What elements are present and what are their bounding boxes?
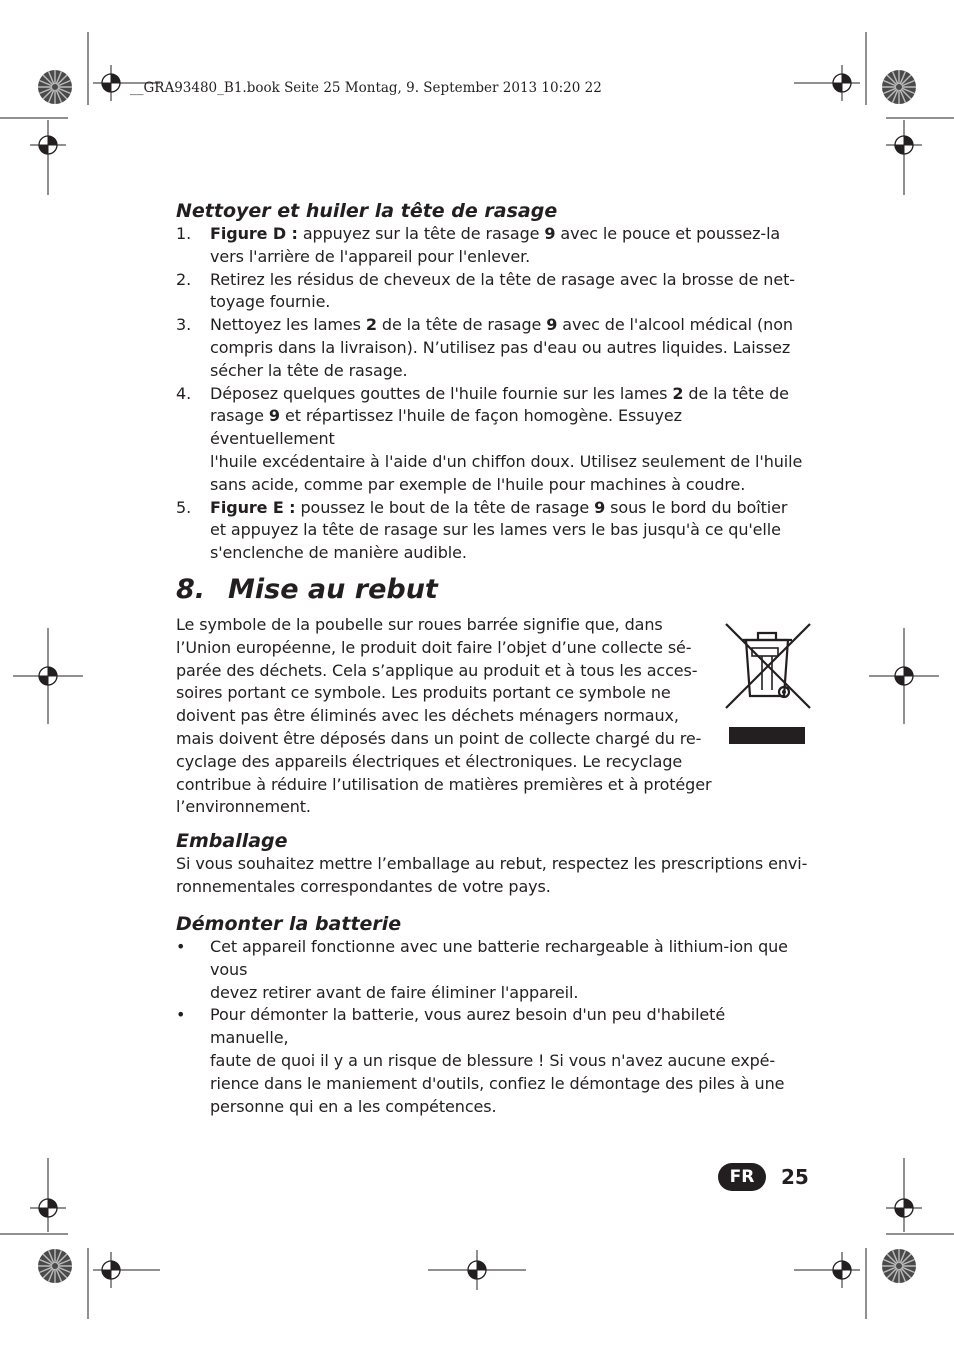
bullet-mark: • bbox=[176, 937, 186, 956]
page-number: 25 bbox=[781, 1165, 809, 1189]
step-number: 3. bbox=[176, 315, 192, 335]
step-line: et appuyez la tête de rasage sur les lames vers le bas jusqu'à ce qu'elle bbox=[210, 520, 781, 540]
bullet-item bbox=[176, 936, 808, 1004]
step-4 bbox=[176, 383, 808, 497]
page-footer bbox=[718, 1162, 809, 1192]
text-line: personne qui en a les compétences. bbox=[210, 1096, 497, 1116]
step-number: 5. bbox=[176, 497, 192, 517]
step-number: 4. bbox=[176, 383, 192, 403]
step-5 bbox=[176, 497, 808, 565]
disposal-heading bbox=[176, 574, 808, 606]
step-line: compris dans la livraison). N’utilisez pas d'eau ou autres liquides. Laissez bbox=[210, 337, 791, 357]
section-title: Mise au rebut bbox=[228, 574, 438, 605]
step-line: Déposez quelques gouttes de l'huile fournie sur les lames 2 de la tête de bbox=[210, 383, 789, 403]
step-line: sans acide, comme par exemple de l'huile pour machines à coudre. bbox=[210, 474, 746, 494]
step-2 bbox=[176, 269, 808, 315]
part-ref: 9 bbox=[544, 224, 556, 243]
text-line: Cet appareil fonctionne avec une batterie rechargeable à lithium-ion que vous bbox=[210, 937, 788, 979]
step-line: rasage 9 et répartissez l'huile de façon homogène. Essuyez éventuellement bbox=[210, 406, 682, 449]
packaging-section bbox=[176, 830, 808, 899]
step-line: Figure E : poussez le bout de la tête de rasage 9 sous le bord du boîtier bbox=[210, 497, 788, 517]
bullet-mark: • bbox=[176, 1005, 186, 1025]
text-line: cyclage des appareils électriques et électroniques. Le recyclage bbox=[176, 751, 683, 771]
bullet-item bbox=[176, 1004, 808, 1118]
text-line: contribue à réduire l’utilisation de matières premières et à protéger bbox=[176, 774, 712, 794]
figure-ref: Figure D : bbox=[210, 224, 298, 243]
crossed-out-wheelie-bin-icon bbox=[722, 620, 814, 748]
step-line: Retirez les résidus de cheveux de la tête de rasage avec la brosse de net- bbox=[210, 269, 795, 289]
text-line: Si vous souhaitez mettre l’emballage au rebut, respectez les prescriptions envi- bbox=[176, 854, 808, 873]
part-ref: 9 bbox=[268, 406, 280, 426]
text-line: mais doivent être déposés dans un point de collecte chargé du re- bbox=[176, 728, 702, 748]
section-number: 8. bbox=[176, 574, 206, 605]
language-badge: FR bbox=[718, 1163, 766, 1191]
part-ref: 9 bbox=[546, 315, 558, 335]
part-ref: 9 bbox=[594, 497, 606, 517]
text-line: soires portant ce symbole. Les produits portant ce symbole ne bbox=[176, 683, 671, 703]
cleaning-section bbox=[176, 200, 808, 565]
text-line: faute de quoi il y a un risque de blessure ! Si vous n'avez aucune expé- bbox=[210, 1050, 776, 1070]
step-number: 2. bbox=[176, 269, 192, 289]
packaging-heading: Emballage bbox=[176, 830, 288, 852]
step-number: 1. bbox=[176, 224, 192, 243]
step-line: l'huile excédentaire à l'aide d'un chiffon doux. Utilisez seulement de l'huile bbox=[210, 451, 803, 471]
text-line: devez retirer avant de faire éliminer l'appareil. bbox=[210, 982, 579, 1002]
part-ref: 2 bbox=[365, 315, 377, 335]
text-line: l’environnement. bbox=[176, 797, 311, 817]
disposal-text bbox=[176, 614, 716, 819]
packaging-text bbox=[176, 853, 808, 899]
battery-heading: Démonter la batterie bbox=[176, 913, 402, 935]
text-line: rience dans le maniement d'outils, confiez le démontage des piles à une bbox=[210, 1073, 785, 1093]
step-line: Figure D : appuyez sur la tête de rasage 9 avec le pouce et poussez-la bbox=[210, 224, 781, 243]
text-line: l’Union européenne, le produit doit faire l’objet d’une collecte sé- bbox=[176, 637, 692, 657]
cleaning-steps bbox=[176, 223, 808, 565]
step-line: sécher la tête de rasage. bbox=[210, 360, 408, 380]
battery-list bbox=[176, 936, 808, 1118]
text-line: ronnementales correspondantes de votre pays. bbox=[176, 876, 551, 896]
step-line: s'enclenche de manière audible. bbox=[210, 543, 467, 563]
text-line: Le symbole de la poubelle sur roues barrée signifie que, dans bbox=[176, 615, 663, 634]
step-line: toyage fournie. bbox=[210, 292, 331, 312]
part-ref: 2 bbox=[672, 383, 684, 403]
step-1 bbox=[176, 223, 808, 269]
print-job-slug: __GRA93480_B1.book Seite 25 Montag, 9. September 2013 10:20 22 bbox=[130, 80, 602, 96]
figure-ref: Figure E : bbox=[210, 497, 296, 517]
cleaning-heading: Nettoyer et huiler la tête de rasage bbox=[176, 200, 558, 222]
text-line: Pour démonter la batterie, vous aurez besoin d'un peu d'habileté manuelle, bbox=[210, 1005, 726, 1048]
step-line: vers l'arrière de l'appareil pour l'enlever. bbox=[210, 246, 531, 266]
step-line: Nettoyez les lames 2 de la tête de rasage 9 avec de l'alcool médical (non bbox=[210, 315, 793, 335]
battery-section bbox=[176, 913, 808, 1118]
text-line: parée des déchets. Cela s’applique au produit et à tous les acces- bbox=[176, 660, 698, 680]
text-line: doivent pas être éliminés avec les déchets ménagers normaux, bbox=[176, 706, 679, 726]
step-3 bbox=[176, 314, 808, 382]
